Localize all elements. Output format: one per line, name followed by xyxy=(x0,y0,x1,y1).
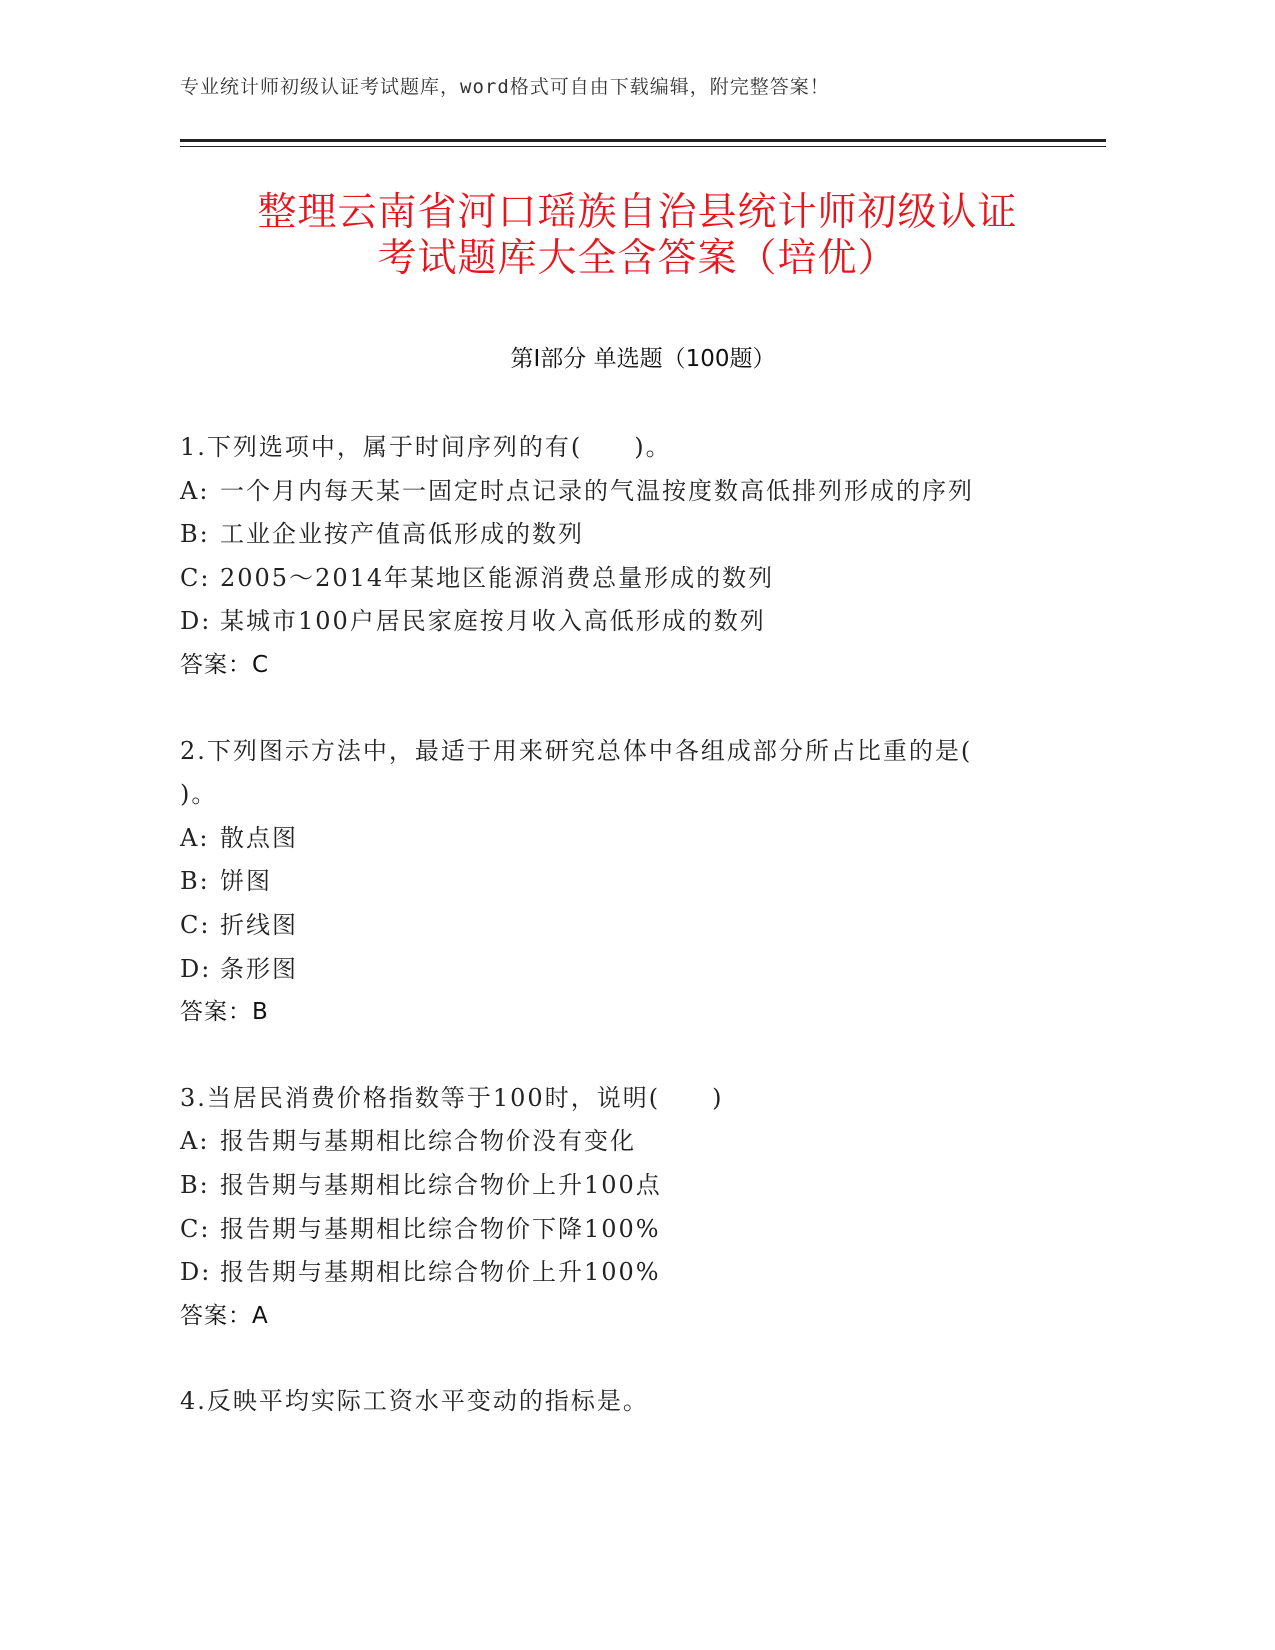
option-text: 条形图 xyxy=(220,954,298,983)
option-key: D: xyxy=(180,1258,212,1287)
option-text: 工业企业按产值高低形成的数列 xyxy=(220,520,584,549)
section-heading: 第Ⅰ部分 单选题（100题） xyxy=(510,346,776,372)
option-key: D: xyxy=(180,954,212,983)
option-key: A: xyxy=(180,1127,210,1156)
document-title-line-2: 考试题库大全含答案（培优） xyxy=(377,236,898,281)
header-rule-thin xyxy=(180,146,1106,147)
answer: 答案：A xyxy=(180,1302,269,1329)
question-1 xyxy=(180,426,1060,688)
option-d xyxy=(180,600,1060,644)
question-4 xyxy=(180,1380,1060,1424)
document-title xyxy=(150,190,1125,282)
option-key: D: xyxy=(180,607,212,636)
option-a xyxy=(180,470,1060,514)
option-c xyxy=(180,557,1060,601)
question-stem: 3.当居民消费价格指数等于100时，说明( ) xyxy=(180,1083,724,1112)
question-3 xyxy=(180,1077,1060,1339)
question-stem-line-2: )。 xyxy=(180,780,218,809)
header-note: 专业统计师初级认证考试题库，word格式可自由下载编辑，附完整答案！ xyxy=(180,76,830,98)
option-text: 2005～2014年某地区能源消费总量形成的数列 xyxy=(220,563,775,592)
option-text: 报告期与基期相比综合物价上升100% xyxy=(220,1258,661,1287)
option-text: 某城市100户居民家庭按月收入高低形成的数列 xyxy=(220,607,766,636)
option-key: C: xyxy=(180,563,211,592)
option-d xyxy=(180,948,1060,992)
option-text: 散点图 xyxy=(220,823,298,852)
question-2 xyxy=(180,730,1060,1035)
option-a xyxy=(180,1120,1060,1164)
document-title-line-1: 整理云南省河口瑶族自治县统计师初级认证 xyxy=(257,190,1018,235)
option-key: A: xyxy=(180,476,210,505)
option-b xyxy=(180,860,1060,904)
option-key: B: xyxy=(180,867,210,896)
question-stem-line-1: 2.下列图示方法中，最适于用来研究总体中各组成部分所占比重的是( xyxy=(180,736,973,765)
question-stem: 1.下列选项中，属于时间序列的有( )。 xyxy=(180,433,672,461)
option-c xyxy=(180,904,1060,948)
answer: 答案：B xyxy=(180,999,269,1026)
option-text: 报告期与基期相比综合物价下降100% xyxy=(220,1214,661,1243)
option-key: A: xyxy=(180,823,210,852)
option-text: 报告期与基期相比综合物价没有变化 xyxy=(220,1127,636,1156)
question-stem: 4.反映平均实际工资水平变动的指标是。 xyxy=(180,1387,649,1416)
option-text: 饼图 xyxy=(220,867,272,896)
option-key: B: xyxy=(180,520,210,549)
option-text: 报告期与基期相比综合物价上升100点 xyxy=(220,1170,662,1199)
answer: 答案：C xyxy=(180,651,270,678)
option-b xyxy=(180,1164,1060,1208)
option-c xyxy=(180,1208,1060,1252)
option-d xyxy=(180,1251,1060,1295)
option-b xyxy=(180,513,1060,557)
option-text: 折线图 xyxy=(220,910,298,939)
option-text: 一个月内每天某一固定时点记录的气温按度数高低排列形成的序列 xyxy=(220,476,974,505)
question-list xyxy=(180,426,1060,1466)
option-key: C: xyxy=(180,1214,211,1243)
option-key: B: xyxy=(180,1170,210,1199)
option-key: C: xyxy=(180,910,211,939)
option-a xyxy=(180,817,1060,861)
header-rule-thick xyxy=(180,139,1106,142)
